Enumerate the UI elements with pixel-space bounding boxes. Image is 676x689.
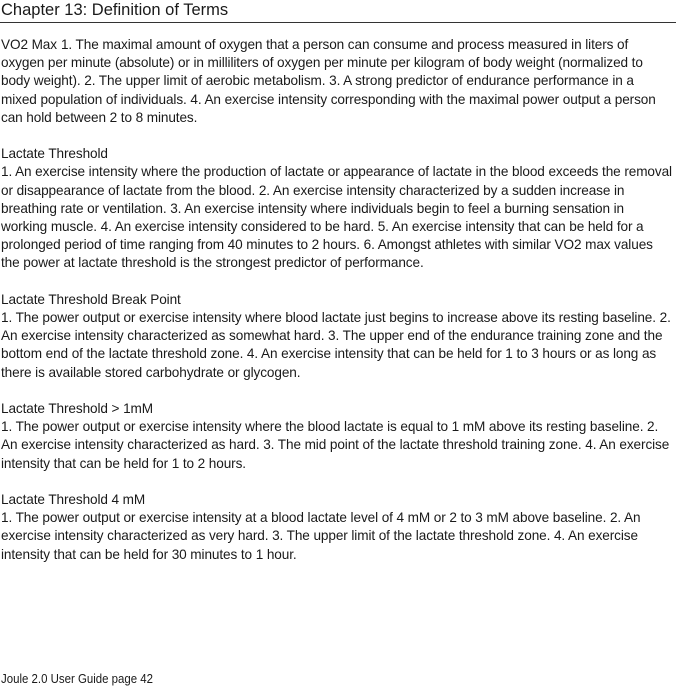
definition-lactate-threshold-4mm [1, 491, 673, 564]
definition-text: 1. The power output or exercise intensity at a blood lactate level of 4 mM or 2 to 3 mM above baseline. 2. An exercise intensity characterized as very hard. 3. The upper limit of the lactate threshold zone. 4. An exercise intensity that can be held for 30 minutes to 1 hour. [1, 510, 641, 562]
definition-body [1, 36, 673, 127]
chapter-title: Chapter 13: Definition of Terms [1, 1, 229, 19]
page-footer: Joule 2.0 User Guide page 42 [1, 671, 154, 686]
definition-term: Lactate Threshold Break Point [1, 291, 181, 307]
definition-lactate-threshold-1mm [1, 400, 673, 473]
definition-term: Lactate Threshold [1, 146, 108, 162]
definition-text: 1. An exercise intensity where the production of lactate or appearance of lactate in the blood exceeds the removal or disappearance of lactate from the blood. 2. An exercise intensity characterized by a sudden increase in breathing rate or ventilation. 3. An exercise intensity where individuals begin to feel a burning sensation in working muscle. 4. An exercise intensity considered to be hard. 5. An exercise intensity that can be held for a prolonged period of time ranging from 40 minutes to 2 hours. 6. Amongst athletes with similar VO2 max values the power at lactate threshold is the strongest predictor of performance. [1, 164, 672, 271]
definition-text: 1. The power output or exercise intensity where blood lactate just begins to increase above its resting baseline. 2. An exercise intensity characterized as somewhat hard. 3. The upper end of the endurance training zone and the bottom end of the lactate threshold zone. 4. An exercise intensity that can be held for 1 to 3 hours or as long as there is available stored carbohydrate or glycogen. [1, 310, 671, 380]
definition-vo2-max [1, 36, 673, 127]
definition-lactate-threshold [1, 145, 673, 272]
page-header [0, 0, 676, 23]
definition-text: 1. The power output or exercise intensity where the blood lactate is equal to 1 mM above its resting baseline. 2. An exercise intensity characterized as hard. 3. The mid point of the lactate threshold training zone. 4. An exercise intensity that can be held for 1 to 2 hours. [1, 419, 670, 471]
definition-term: VO2 Max [1, 37, 57, 52]
definition-text: 1. The maximal amount of oxygen that a person can consume and process measured in liters of oxygen per minute (absolute) or in milliliters of oxygen per minute per kilogram of body weight (normalized to body weight). 2. The upper limit of aerobic metabolism. 3. A strong predictor of endurance performance in a mixed population of individuals. 4. An exercise intensity corresponding with the maximal power output a person can hold between 2 to 8 minutes. [1, 37, 656, 125]
definition-lactate-threshold-break-point [1, 291, 673, 382]
definition-term: Lactate Threshold > 1mM [1, 401, 153, 417]
definition-term: Lactate Threshold 4 mM [1, 492, 146, 508]
definitions-content [1, 36, 673, 582]
